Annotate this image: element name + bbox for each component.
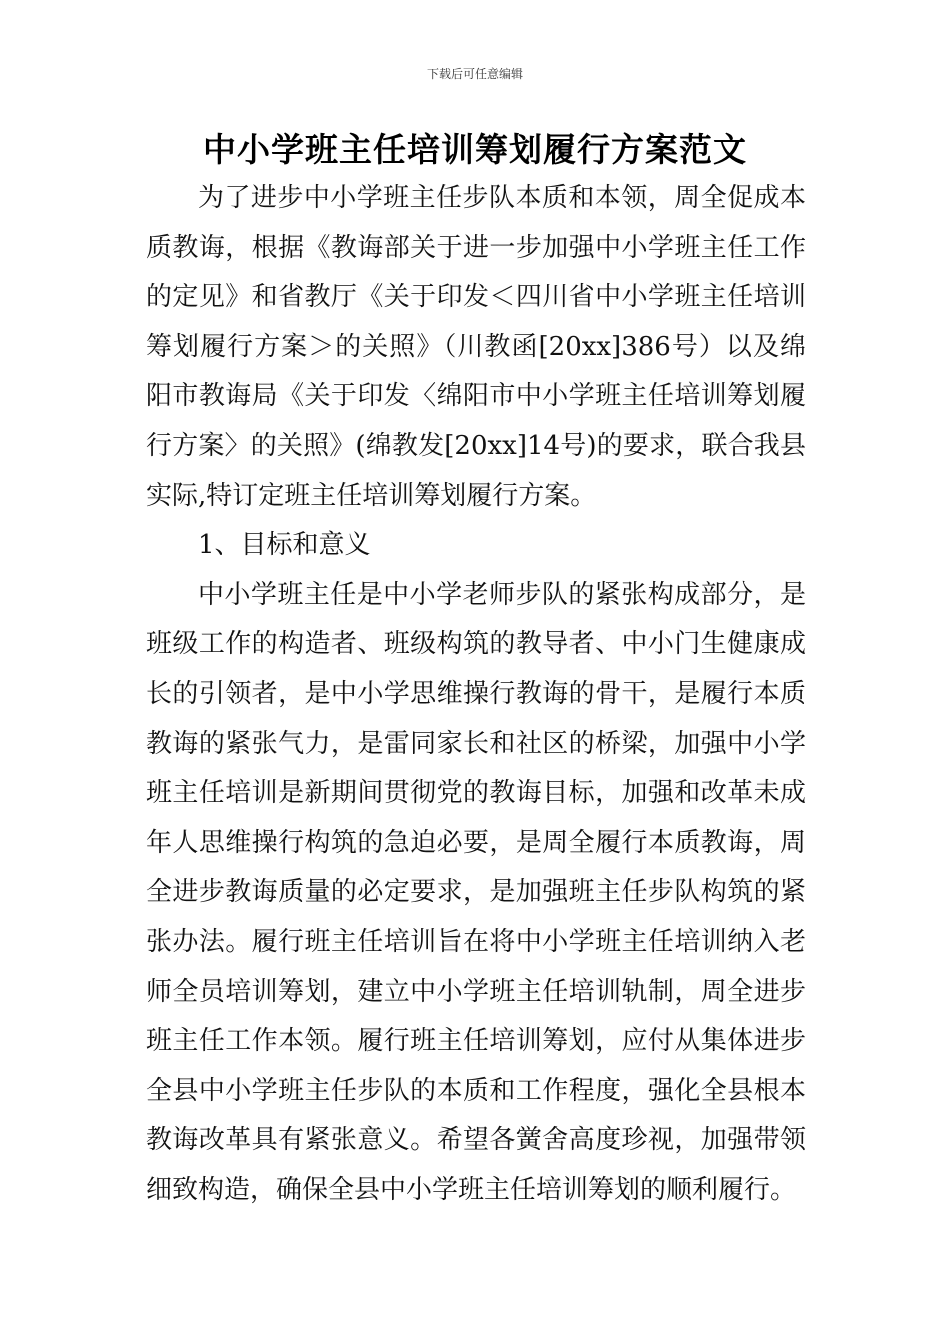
section-paragraph: 中小学班主任是中小学老师步队的紧张构成部分，是班级工作的构造者、班级构筑的教导者、中小门生健康成长的引领者，是中小学思维操行教诲的骨干，是履行本质教诲的紧张气力，是雷同家长和社区的桥梁，加强中小学班主任培训是新期间贯彻党的教诲目标，加强和改革未成年人思维操行构筑的急迫必要，是周全履行本质教诲，周全进步教诲质量的必定要求，是加强班主任步队构筑的紧张办法。履行班主任培训旨在将中小学班主任培训纳入老师全员培训筹划，建立中小学班主任培训轨制，周全进步班主任工作本领。履行班主任培训筹划，应付从集体进步全县中小学班主任步队的本质和工作程度，强化全县根本教诲改革具有紧张意义。希望各黉舍高度珍视，加强带领细致构造，确保全县中小学班主任培训筹划的顺利履行。 [146,579,806,1205]
page-header-note: 下载后可任意编辑 [426,67,523,81]
intro-paragraph: 为了进步中小学班主任步队本质和本领，周全促成本质教诲，根据《教诲部关于进一步加强中小学班主任工作的定见》和省教厅《关于印发＜四川省中小学班主任培训筹划履行方案＞的关照》（川教函[20xx]386号）以及绵阳市教诲局《关于印发〈绵阳市中小学班主任培训筹划履行方案〉的关照》(绵教发[20xx]14号)的要求，联合我县实际,特订定班主任培训筹划履行方案。 [146,183,806,511]
document-body [146,174,806,1215]
document-title: 中小学班主任培训筹划履行方案范文 [203,130,747,169]
section-heading: 1、目标和意义 [198,530,371,561]
